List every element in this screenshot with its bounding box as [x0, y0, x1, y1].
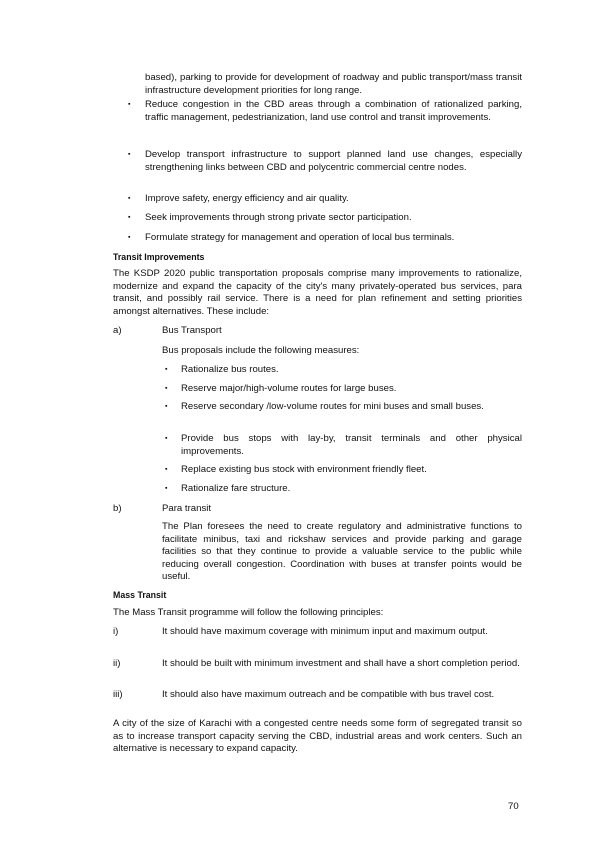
transit-intro-paragraph: The KSDP 2020 public transportation proposals comprise many improvements to rationalize, modernize and expand the capacity of the city's many privately-operated bus services, para transit, and possibly rail service. There is a need for plan refinement and setting priorities amongst alternatives. These include: — [113, 268, 522, 317]
bullet-marker: ▪ — [165, 466, 168, 473]
principle-label: iii) — [113, 689, 123, 700]
list-item: Replace existing bus stock with environment friendly fleet. — [181, 464, 427, 475]
bullet-marker: ▪ — [128, 195, 131, 202]
item-title: Bus Transport — [162, 325, 222, 336]
bullet-marker: ▪ — [128, 151, 131, 158]
list-item: Rationalize bus routes. — [181, 364, 279, 375]
bullet-marker: ▪ — [128, 234, 131, 241]
para-transit-paragraph: The Plan foresees the need to create regulatory and administrative functions to facilitate minibus, taxi and rickshaw services and provide parking and garage facilities so that they continue to provide a valuable service to the public while reducing overall congestion. Coordination with buses at transfer points would be useful. — [162, 521, 522, 583]
bullet-marker: ▪ — [128, 214, 131, 221]
section-heading-transit: Transit Improvements — [113, 252, 205, 262]
list-item: It should also have maximum outreach and be compatible with bus travel cost. — [162, 689, 495, 700]
bullet-marker: ▪ — [165, 366, 168, 373]
list-item: Formulate strategy for management and operation of local bus terminals. — [145, 232, 455, 243]
list-item: Develop transport infrastructure to support planned land use changes, especially strengthening links between CBD and polycentric commercial centre nodes. — [145, 149, 522, 173]
principle-label: i) — [113, 626, 119, 637]
item-label: b) — [113, 503, 122, 514]
list-item: Improve safety, energy efficiency and air quality. — [145, 193, 349, 204]
section-heading-mass-transit: Mass Transit — [113, 590, 167, 600]
list-item: Seek improvements through strong private sector participation. — [145, 212, 412, 223]
bullet-marker: ▪ — [165, 403, 168, 410]
item-label: a) — [113, 325, 122, 336]
bus-intro: Bus proposals include the following measures: — [162, 345, 360, 356]
list-item: Reserve secondary /low-volume routes for mini buses and small buses. — [181, 401, 484, 412]
bullet-marker: ▪ — [165, 385, 168, 392]
item-title: Para transit — [162, 503, 212, 514]
list-item: Reserve major/high-volume routes for large buses. — [181, 383, 397, 394]
list-item: Provide bus stops with lay-by, transit terminals and other physical improvements. — [181, 433, 522, 457]
list-item: Reduce congestion in the CBD areas through a combination of rationalized parking, traffic management, pedestrianization, land use control and transit improvements. — [145, 99, 522, 123]
continuation-paragraph: based), parking to provide for development of roadway and public transport/mass transit infrastructure development priorities for long range. — [145, 72, 522, 96]
bullet-marker: ▪ — [165, 485, 168, 492]
mass-intro-paragraph: The Mass Transit programme will follow the following principles: — [113, 607, 384, 618]
closing-paragraph: A city of the size of Karachi with a congested centre needs some form of segregated transit so as to increase transport capacity serving the CBD, industrial areas and work centers. Such an alternative is necessary to expand capacity. — [113, 718, 522, 755]
bullet-marker: ▪ — [128, 101, 131, 108]
bullet-marker: ▪ — [165, 435, 168, 442]
page-number: 70 — [508, 801, 519, 812]
principle-label: ii) — [113, 658, 121, 669]
list-item: Rationalize fare structure. — [181, 483, 291, 494]
list-item: It should be built with minimum investment and shall have a short completion period. — [162, 658, 520, 669]
list-item: It should have maximum coverage with minimum input and maximum output. — [162, 626, 488, 637]
